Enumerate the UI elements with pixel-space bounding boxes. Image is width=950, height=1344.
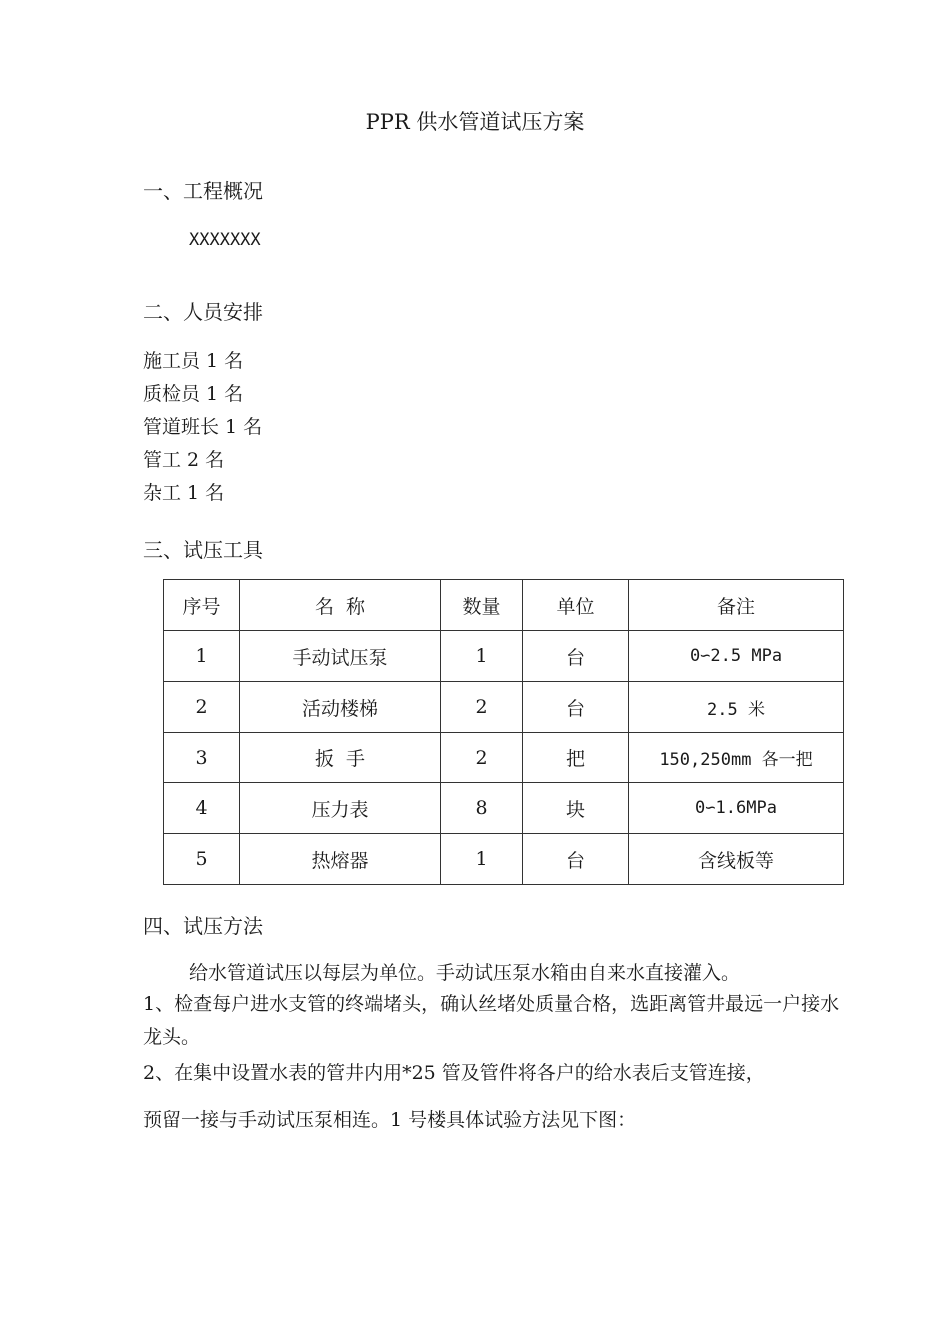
table-cell: 2 (441, 733, 523, 783)
table-cell: 台 (523, 682, 629, 733)
table-cell: 1 (164, 631, 240, 682)
table-cell: 150,250mm 各一把 (629, 733, 844, 783)
table-header-row (164, 580, 844, 631)
method-step-1: 1、检查每户进水支管的终端堵头，确认丝堵处质量合格，选距离管井最远一户接水龙头。 (143, 993, 840, 1048)
table-cell: 台 (523, 631, 629, 682)
table-cell: 含线板等 (629, 834, 844, 885)
table-row (164, 682, 844, 733)
table-cell: 0∽2.5 MPa (629, 631, 844, 682)
table-cell: 2 (441, 682, 523, 733)
tools-table (163, 579, 844, 885)
table-header-cell: 序号 (164, 580, 240, 631)
table-cell: 块 (523, 783, 629, 834)
table-cell: 4 (164, 783, 240, 834)
table-row (164, 834, 844, 885)
table-cell: 8 (441, 783, 523, 834)
staff-item: 管道班长 1 名 (143, 416, 263, 438)
table-row (164, 733, 844, 783)
document-title: PPR 供水管道试压方案 (365, 110, 585, 134)
table-row (164, 631, 844, 682)
table-header-cell: 备注 (629, 580, 844, 631)
staff-item: 施工员 1 名 (143, 350, 244, 372)
table-cell: 活动楼梯 (240, 682, 441, 733)
section-heading-staff: 二、人员安排 (143, 300, 263, 324)
table-cell: 3 (164, 733, 240, 783)
table-cell: 热熔器 (240, 834, 441, 885)
table-cell: 压力表 (240, 783, 441, 834)
table-cell: 手动试压泵 (240, 631, 441, 682)
table-cell: 1 (441, 834, 523, 885)
table-header-cell: 单位 (523, 580, 629, 631)
table-header-cell: 名 称 (240, 580, 441, 631)
section-heading-overview: 一、工程概况 (143, 179, 263, 203)
staff-item: 质检员 1 名 (143, 383, 244, 405)
section-heading-tools: 三、试压工具 (143, 538, 263, 562)
table-cell: 1 (441, 631, 523, 682)
table-cell: 5 (164, 834, 240, 885)
table-cell: 2 (164, 682, 240, 733)
staff-item: 杂工 1 名 (143, 482, 225, 504)
table-cell: 扳 手 (240, 733, 441, 783)
method-step-2-continued: 预留一接与手动试压泵相连。1 号楼具体试验方法见下图： (143, 1109, 637, 1131)
table-row (164, 783, 844, 834)
method-paragraph: 给水管道试压以每层为单位。手动试压泵水箱由自来水直接灌入。 (189, 962, 741, 984)
staff-item: 管工 2 名 (143, 449, 225, 471)
overview-text: XXXXXXX (189, 230, 261, 250)
table-header-cell: 数量 (441, 580, 523, 631)
table-cell: 台 (523, 834, 629, 885)
section-heading-method: 四、试压方法 (143, 914, 263, 938)
table-cell: 2.5 米 (629, 682, 844, 733)
method-step-2: 2、在集中设置水表的管井内用*25 管及管件将各户的给水表后支管连接， (143, 1062, 765, 1084)
table-cell: 0∽1.6MPa (629, 783, 844, 834)
table-cell: 把 (523, 733, 629, 783)
